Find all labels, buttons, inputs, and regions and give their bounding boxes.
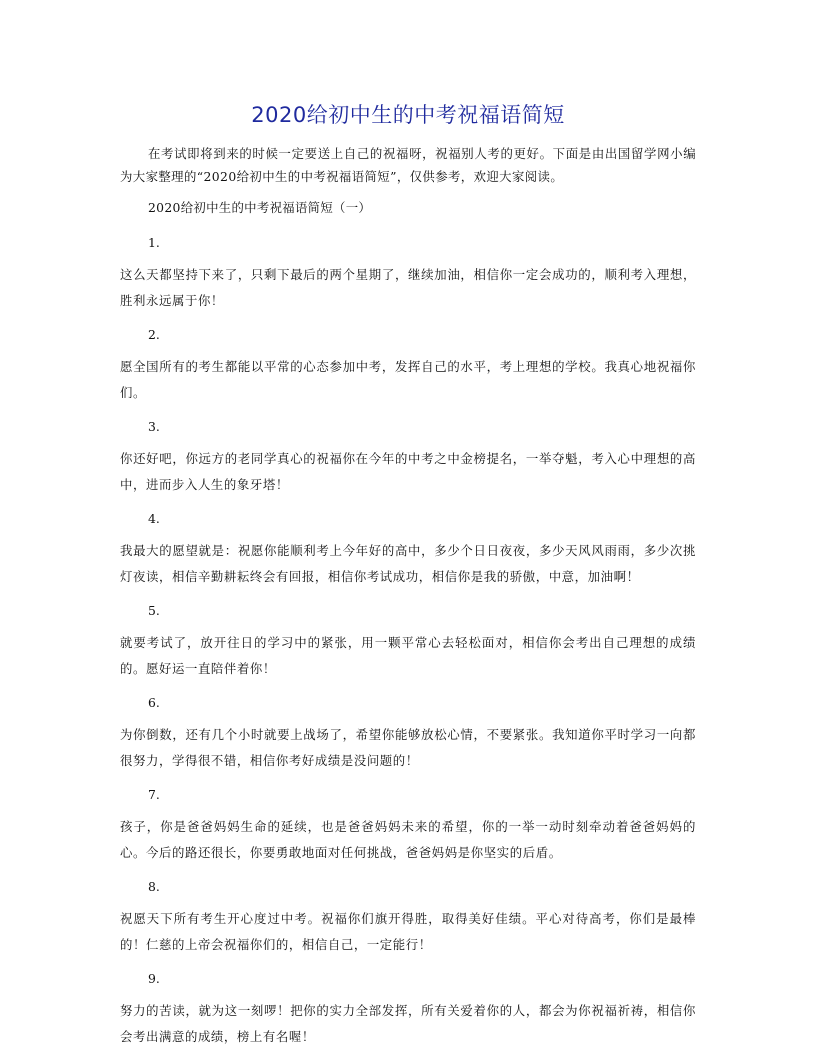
list-item xyxy=(120,691,696,773)
list-item xyxy=(120,507,696,589)
item-number: 6. xyxy=(148,695,160,710)
document-title: 2020给初中生的中考祝福语简短 xyxy=(251,103,565,127)
item-number: 1. xyxy=(148,235,160,250)
item-number: 8. xyxy=(148,879,160,894)
item-number: 9. xyxy=(148,971,160,986)
wish-list xyxy=(120,231,696,1049)
item-number: 5. xyxy=(148,603,160,618)
item-number: 7. xyxy=(148,787,160,802)
section-heading: 2020给初中生的中考祝福语简短（一） xyxy=(148,200,372,215)
item-text: 就要考试了，放开往日的学习中的紧张，用一颗平常心去轻松面对，相信你会考出自己理想的成绩的。愿好运一直陪伴着你！ xyxy=(120,635,696,676)
item-text: 孩子，你是爸爸妈妈生命的延续，也是爸爸妈妈未来的希望，你的一举一动时刻牵动着爸爸妈妈的心。今后的路还很长，你要勇敢地面对任何挑战，爸爸妈妈是你坚实的后盾。 xyxy=(120,819,696,860)
list-item xyxy=(120,415,696,497)
item-text: 努力的苦读，就为这一刻啰！把你的实力全部发挥，所有关爱着你的人，都会为你祝福祈祷，相信你会考出满意的成绩，榜上有名喔！ xyxy=(120,1003,696,1044)
item-text: 我最大的愿望就是：祝愿你能顺利考上今年好的高中，多少个日日夜夜，多少天风风雨雨，多少次挑灯夜读，相信辛勤耕耘终会有回报，相信你考试成功，相信你是我的骄傲，中意，加油啊！ xyxy=(120,543,696,584)
list-item xyxy=(120,599,696,681)
list-item xyxy=(120,875,696,957)
item-number: 4. xyxy=(148,511,160,526)
list-item xyxy=(120,231,696,313)
item-text: 这么天都坚持下来了，只剩下最后的两个星期了，继续加油，相信你一定会成功的，顺利考入理想，胜利永远属于你！ xyxy=(120,267,696,308)
list-item xyxy=(120,323,696,405)
intro-paragraph: 在考试即将到来的时候一定要送上自己的祝福呀，祝福别人考的更好。下面是由出国留学网小编为大家整理的“2020给初中生的中考祝福语简短”，仅供参考，欢迎大家阅读。 xyxy=(120,146,696,184)
item-text: 祝愿天下所有考生开心度过中考。祝福你们旗开得胜，取得美好佳绩。平心对待高考，你们是最棒的！仁慈的上帝会祝福你们的，相信自己，一定能行！ xyxy=(120,911,696,952)
item-number: 2. xyxy=(148,327,160,342)
list-item xyxy=(120,783,696,865)
item-text: 愿全国所有的考生都能以平常的心态参加中考，发挥自己的水平，考上理想的学校。我真心地祝福你们。 xyxy=(120,359,696,400)
item-text: 你还好吧，你远方的老同学真心的祝福你在今年的中考之中金榜提名，一举夺魁，考入心中理想的高中，进而步入人生的象牙塔！ xyxy=(120,451,696,492)
list-item xyxy=(120,967,696,1049)
item-number: 3. xyxy=(148,419,160,434)
item-text: 为你倒数，还有几个小时就要上战场了，希望你能够放松心情，不要紧张。我知道你平时学习一向都很努力，学得很不错，相信你考好成绩是没问题的！ xyxy=(120,727,696,768)
